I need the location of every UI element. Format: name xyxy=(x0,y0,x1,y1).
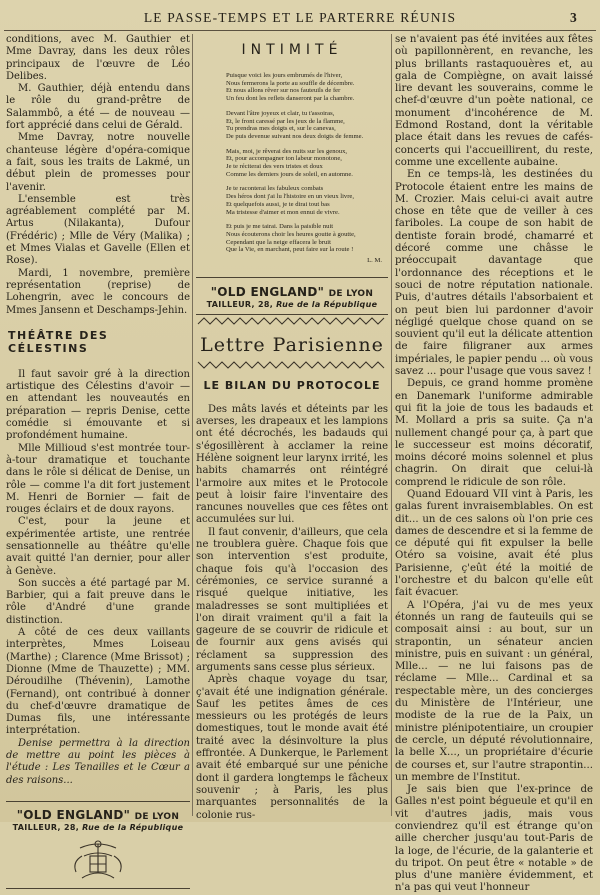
verse: Puisque voici les jours embrumés de l'hiver, xyxy=(226,72,343,79)
ad-address: TAILLEUR, 28, xyxy=(12,822,80,832)
ad-name-suffix: DE LYON xyxy=(328,288,374,299)
ad-name: "OLD ENGLAND" xyxy=(210,284,325,299)
ornamental-border-icon xyxy=(196,359,388,371)
column-divider xyxy=(192,34,193,816)
ad-address-street: Rue de la République xyxy=(82,822,184,832)
verse: Un feu dont les reflets danseront par la chambre. xyxy=(226,95,355,103)
article-title: Lettre Parisienne xyxy=(200,333,384,356)
verse: Tu prendras mes doigts et, sur le canevas, xyxy=(226,125,336,133)
section-heading: THÉÂTRE DES CÉLESTINS xyxy=(8,328,109,355)
verse: Je te réciterai des vers tristes et doux xyxy=(226,163,323,171)
ornamental-border-icon xyxy=(196,315,388,327)
poem-title: INTIMITÉ xyxy=(241,42,343,58)
paragraph: Mardi, 1 novembre, première représentation (reprise) de Lohengrin, avec le concours de Mmes Jansenn et Deschamps-Jehin. xyxy=(6,267,190,316)
stanza xyxy=(226,185,388,216)
lettre-body xyxy=(196,404,388,822)
paragraph: A l'Opéra, j'ai vu de mes yeux étonnés un rang de fauteuils qui se composait ainsi : au bout, sur un strapontin, un sénateur ancien ministre, puis en suivant : un général, Mlle... — ne lui faisons pas de réclame — Mlle... Cardinal et sa respectable mère, un des concierges du Ministère de l'Intérieur, une modiste de la rue de la Paix, un ministre plénipotentiaire, un croupier de cercle, un député révolutionnaire, la belle X..., un propriétaire d'écurie de courses et, sur l'autre strapontin... un membre de l'Institut. xyxy=(395,599,593,783)
paragraph: C'est, pour la jeune et expérimentée artiste, une rentrée sensationnelle au théâtre qu'elle avait quitté l'an dernier, pour aller à Genève. xyxy=(6,516,190,577)
page-number: 3 xyxy=(570,10,578,25)
running-title: LE PASSE-TEMPS ET LE PARTERRE RÉUNIS xyxy=(143,10,457,25)
paragraph: Depuis, ce grand homme promène en Danemark l'uniforme admirable qui fit la joie de tous les badauds et M. Mollard a pris sa suite. Ça n'a nullement changé pour ça, à part que le successeur est moins décoratif, moins décoré moins solennel et plus chagrin. On dirait que celui-là comprend le ridicule de son rôle. xyxy=(395,378,593,488)
verse: De puis devenue suivant nos deux doigts de femme. xyxy=(226,132,364,140)
verse: Comme les derniers jours de soleil, en automne. xyxy=(226,170,353,178)
paragraph: Il faut convenir, d'ailleurs, que cela ne troublera guère. Chaque fois que son intervention s'est produite, chaque fois qu'à l'occasion des cérémonies, ce service suranné a risqué quelque initiative, les maladresses se sont multipliées et l'on dirait vraiment qu'il a fait la gageure de se couvrir de ridicule et de fournir aux gens avisés qui réclament sa suppression des arguments sans cesse plus sérieux. xyxy=(196,526,388,673)
paragraph: A côté de ces deux vaillants interprètes, Mmes Loiseau (Marthe) ; Clarence (Mme Brissot) ; Dionne (Mme de Thauzette) ; MM. Déroudilhe (Thévenin), Lamothe (Fernand), ont contribué à donner du chef-d'œuvre dramatique de Dumas fils, une intéressante interprétation. xyxy=(6,627,190,737)
stanza xyxy=(226,110,388,141)
ad-address: TAILLEUR, 28, xyxy=(206,299,274,309)
crest-emblem-icon xyxy=(68,838,128,884)
lettre-continuation xyxy=(395,34,593,895)
paragraph: Denise permettra à la direction de mettre au point les pièces à l'étude : Les Tenailles et le Cœur a des raisons... xyxy=(6,737,190,786)
paragraph: En ce temps-là, les destinées du Protocole étaient entre les mains de M. Crozier. Mais celui-ci avait autre chose en tête que de veiller à ces fariboles. La coupe de son habit de dentiste forain brodé, chamarré et décoré comme une châsse le préoccupait davantage que l'ordonnance des réceptions et le souci de notre réputation nationale. Puis, d'autres détails l'absorbaient et on peut bien lui pardonner d'avoir négligé quelque chose quand on se souvient qu'il eut la délicate attention de faire filigraner aux armes impériales, le papier pendu ... où vous savez ... pour l'usage que vous savez ! xyxy=(395,169,593,378)
paragraph: L'ensemble est très agréablement complété par M. Artus (Nilakanta), Dufour (Frédéric) ; Mlle de Véry (Malika) ; et Mmes Vialas et Gavelle (Ellen et Rose). xyxy=(6,193,190,267)
verse: Ma tristesse d'aimer et mon ennui de vivre. xyxy=(226,208,340,216)
verse: Nous fermerons la porte au souffle de décembre. xyxy=(226,79,355,87)
opera-review xyxy=(6,34,190,317)
ad-name-suffix: DE LYON xyxy=(134,811,180,822)
running-header xyxy=(0,4,600,30)
paragraph: Il faut savoir gré à la direction artistique des Célestins d'avoir — en attendant les nouveautés en préparation — repris Denise, cette comédie si émouvante et si profondément humaine. xyxy=(6,368,190,442)
header-rule xyxy=(4,30,596,31)
column-1 xyxy=(6,34,190,832)
verse: Nous écouterons choir les heures goutte à goutte, xyxy=(226,230,356,238)
verse: Et, pour accompagner ton labeur monotone, xyxy=(226,155,342,163)
verse: Et nous allons rêver sur nos fauteuils de fer xyxy=(226,87,341,95)
advertisement xyxy=(6,801,190,889)
paragraph: Des mâts lavés et déteints par les averses, les drapeaux et les lampions ont été décrochés, les badauds qui s'égosillèrent à acclamer la reine Hélène soignent leur larynx irrité, les habits chamarrés ont réintégré l'armoire aux mites et le Protocole peut à loisir faire l'inventaire des rancunes nouvelles que ces fêtes ont accumulées sur lui. xyxy=(196,403,388,526)
poem-signature: L. M. xyxy=(367,257,382,265)
paragraph: Mme Davray, notre nouvelle chanteuse légère d'opéra-comique a fait, sous les traits de Lakmé, un début plein de promesses pour l'avenir. xyxy=(6,132,190,193)
verse: Mais, moi, je rêverai des nuits sur les genoux, xyxy=(226,147,348,155)
paragraph: Quand Edouard VII vint à Paris, les galas furent invraisemblables. On est dit... un de ces salons où l'on prie ces dames de descendre et si la femme de ce député qui fit expulser la belle Otéro sa voisine, avait été plus Parisienne, ç'eût été la moitié de l'orchestre et du balcon qu'elle eût fait évacuer. xyxy=(395,488,593,599)
verse: Devant l'âtre joyeux et clair, tu t'assoiras, xyxy=(226,109,335,117)
paragraph: Je sais bien que l'ex-prince de Galles n'est point bégueule et qu'il en vit d'autres jadis, mais vous conviendrez qu'il est étrange qu'on aille chercher jusqu'au tout-Paris de la loge, de l'écurie, de la galanterie et du tripot. On peut être « notable » de plus d'une manière évidemment, et n'a pas qui veut l'honneur xyxy=(395,784,593,894)
ad-name: "OLD ENGLAND" xyxy=(16,807,131,822)
verse: Des héros dont j'ai lu l'histoire en un vieux livre, xyxy=(226,193,354,201)
stanza xyxy=(226,223,388,254)
paragraph: conditions, avec M. Gauthier et Mme Davray, dans les deux rôles principaux de l'œuvre de Léo Delibes. xyxy=(6,34,190,82)
paragraph: Après chaque voyage du tsar, ç'avait été une indignation générale. Sauf les petites âmes de ces messieurs ou les protégés de leurs domestiques, tout le monde avait été traité avec la désinvolture la plus effrontée. A Dunkerque, le Parlement avait été embarqué sur une péniche dont il gardera longtemps le fâcheux souvenir ; à Paris, les plus marquantes personnalités de la colonie rus- xyxy=(196,674,388,821)
paragraph: M. Gauthier, déjà entendu dans le rôle du grand-prêtre de Salammbô, a été — de nouveau — fort apprécié dans celui de Gérald. xyxy=(6,83,190,132)
article-subtitle: LE BILAN DU PROTOCOLE xyxy=(203,378,381,392)
verse: Je te raconterai les fabuleux combats xyxy=(226,185,324,193)
column-2 xyxy=(196,34,388,821)
stanza xyxy=(226,72,388,103)
ad-address-street: Rue de la République xyxy=(276,299,378,309)
column-3 xyxy=(395,34,593,894)
paragraph: Mlle Millioud s'est montrée tour-à-tour dramatique et touchante dans le rôle si délicat de Denise, un rôle — comme l'a dit fort justement M. Henri de Bornier — fait de rouges éclairs et de doux rayons. xyxy=(6,442,190,516)
poem xyxy=(196,72,388,265)
paragraph: se n'avaient pas été invitées aux fêtes où papillonnèrent, en revanche, les plus brillants rastaquouères et, au gala de Compiègne, on avait laissé lire devant les souverains, comme le chef-d'œuvre d'un poète national, ce monument d'incohérence de M. Edmond Rostand, dont la véritable place était dans les revues de cafés-concerts qui l'accueillirent, du reste, comme une excellente aubaine. xyxy=(395,34,593,168)
paragraph: Son succès a été partagé par M. Barbier, qui a fait preuve dans le rôle d'André d'une grande distinction. xyxy=(6,577,190,626)
verse: Et quelquefois aussi, je te dirai tout bas xyxy=(226,200,330,208)
verse: Cependant que la neige effacera le bruit xyxy=(226,238,331,246)
celestins-review xyxy=(6,369,190,787)
column-divider xyxy=(391,34,392,816)
verse: Et, le front caressé par les jeux de la flamme, xyxy=(226,117,345,125)
advertisement xyxy=(196,277,388,315)
verse: Et puis je me tairai. Dans la paisible nuit xyxy=(226,223,334,231)
verse: Que la Vie, en marchant, peut faire sur la route ! xyxy=(226,246,354,254)
stanza xyxy=(226,148,388,179)
